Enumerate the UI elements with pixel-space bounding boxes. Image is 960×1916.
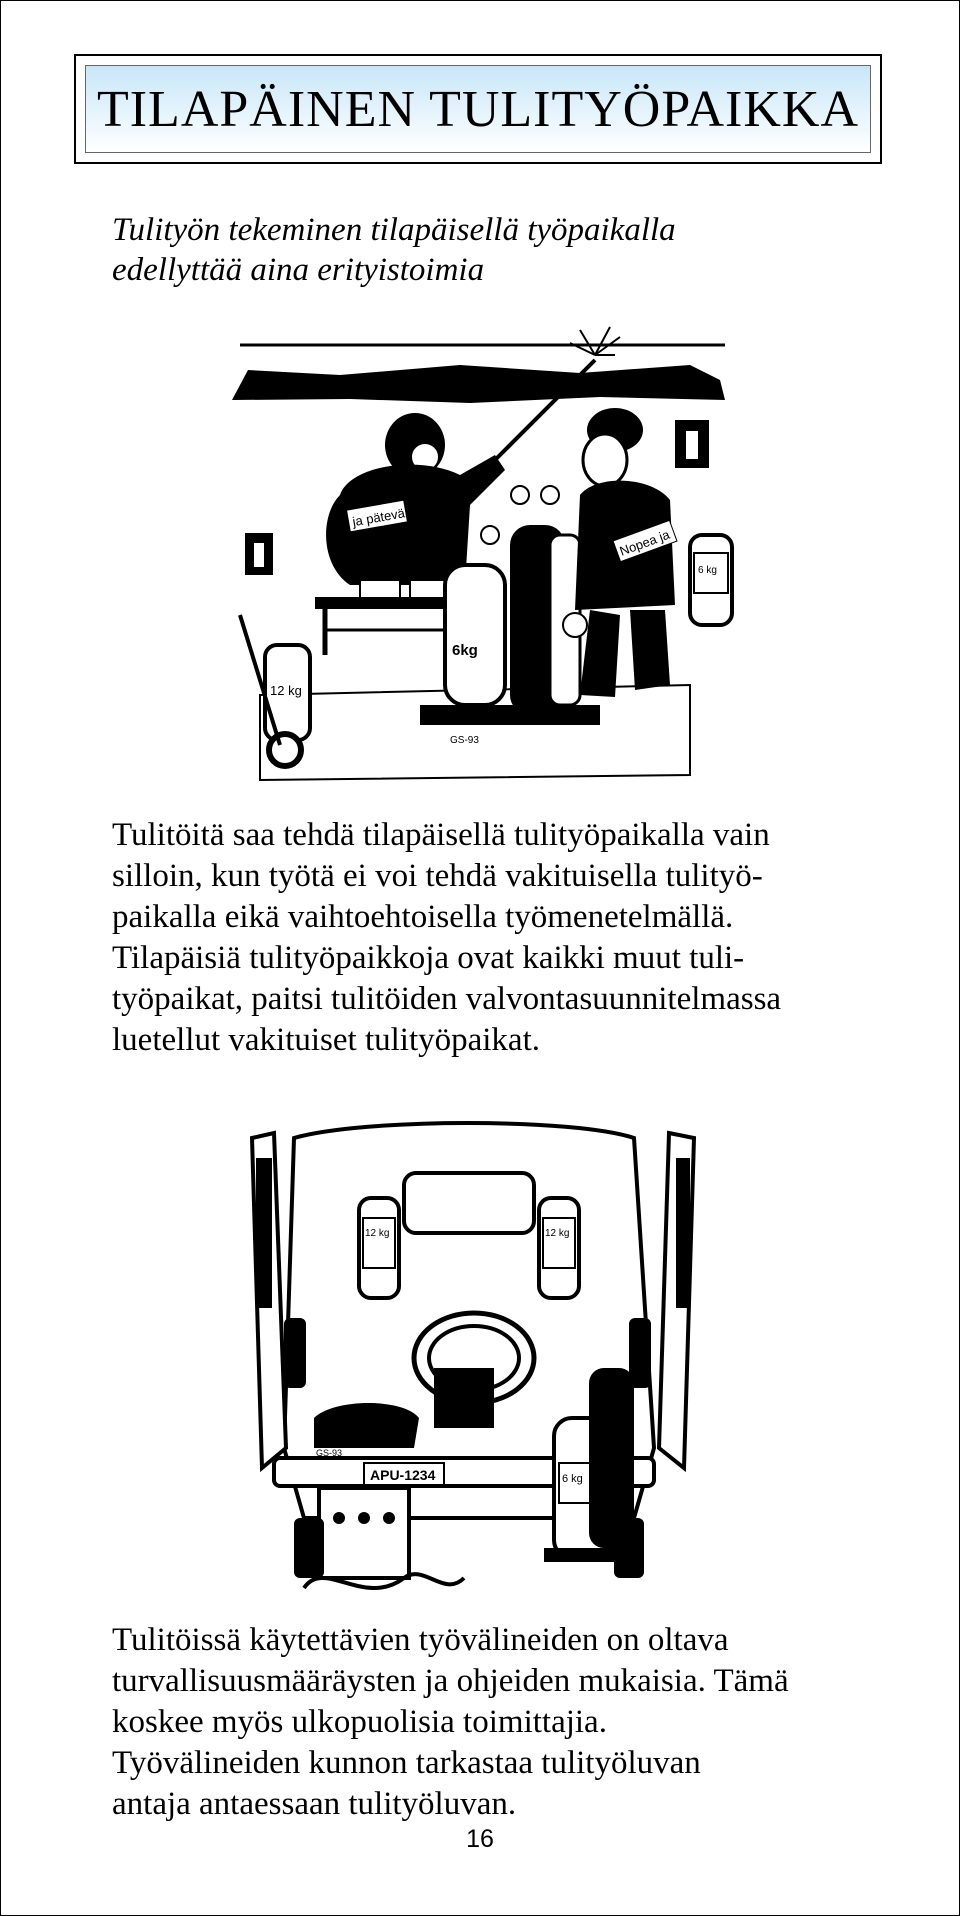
title-box xyxy=(74,54,882,164)
paragraph-line: turvallisuusmääräysten ja ohjeiden mukaisia. Tämä xyxy=(112,1663,789,1699)
worker1-jacket-label: ja pätevä xyxy=(351,505,406,530)
paragraph-line: luetellut vakituiset tulityöpaikat. xyxy=(112,1022,541,1058)
paragraph-line: Tilapäisiä tulityöpaikkoja ovat kaikki muut tuli- xyxy=(112,940,745,976)
welding-workers-illustration xyxy=(220,325,740,785)
worker2-jacket-label-text: Nopea ja xyxy=(617,526,672,559)
paragraph-line: koskee myös ulkopuolisia toimittajia. xyxy=(112,1704,607,1740)
subtitle-line: edellyttää aina erityistoimia xyxy=(112,252,485,288)
page-number: 16 xyxy=(466,1825,494,1853)
paragraph-line: Tulitöissä käytettävien työvälineiden on oltava xyxy=(112,1622,729,1658)
paragraph-line: Työvälineiden kunnon tarkastaa tulityöluvan xyxy=(112,1745,701,1781)
paragraph-equipment xyxy=(112,1620,872,1825)
equipment-van-illustration xyxy=(244,1118,714,1608)
cylinder-label: 6kg xyxy=(452,642,478,659)
license-plate: APU-1234 xyxy=(370,1467,436,1483)
extinguisher-cart-label: 12 kg xyxy=(270,683,302,698)
subtitle xyxy=(112,210,792,290)
paragraph-line: työpaikat, paitsi tulitöiden valvontasuunnitelmassa xyxy=(112,981,782,1017)
right-extinguisher-label: 12 kg xyxy=(545,1228,570,1239)
cylinder-label: 6 kg xyxy=(562,1473,583,1485)
artist-signature: GS-93 xyxy=(450,735,479,746)
page-title: TILAPÄINEN TULITYÖPAIKKA xyxy=(96,80,860,138)
paragraph-line: antaja antaessaan tulityöluvan. xyxy=(112,1786,517,1822)
artist-signature: GS-93 xyxy=(316,1448,343,1458)
left-extinguisher-label: 12 kg xyxy=(365,1228,390,1239)
paragraph-temporary-site xyxy=(112,815,872,1061)
subtitle-line: Tulityön tekeminen tilapäisellä työpaikalla xyxy=(112,212,676,248)
paragraph-line: silloin, kun työtä ei voi tehdä vakituisella tulityö- xyxy=(112,858,763,894)
wall-extinguisher-label: 6 kg xyxy=(698,565,717,576)
paragraph-line: Tulitöitä saa tehdä tilapäisellä tulityöpaikalla vain xyxy=(112,817,770,853)
paragraph-line: paikalla eikä vaihtoehtoisella työmenetelmällä. xyxy=(112,899,734,935)
